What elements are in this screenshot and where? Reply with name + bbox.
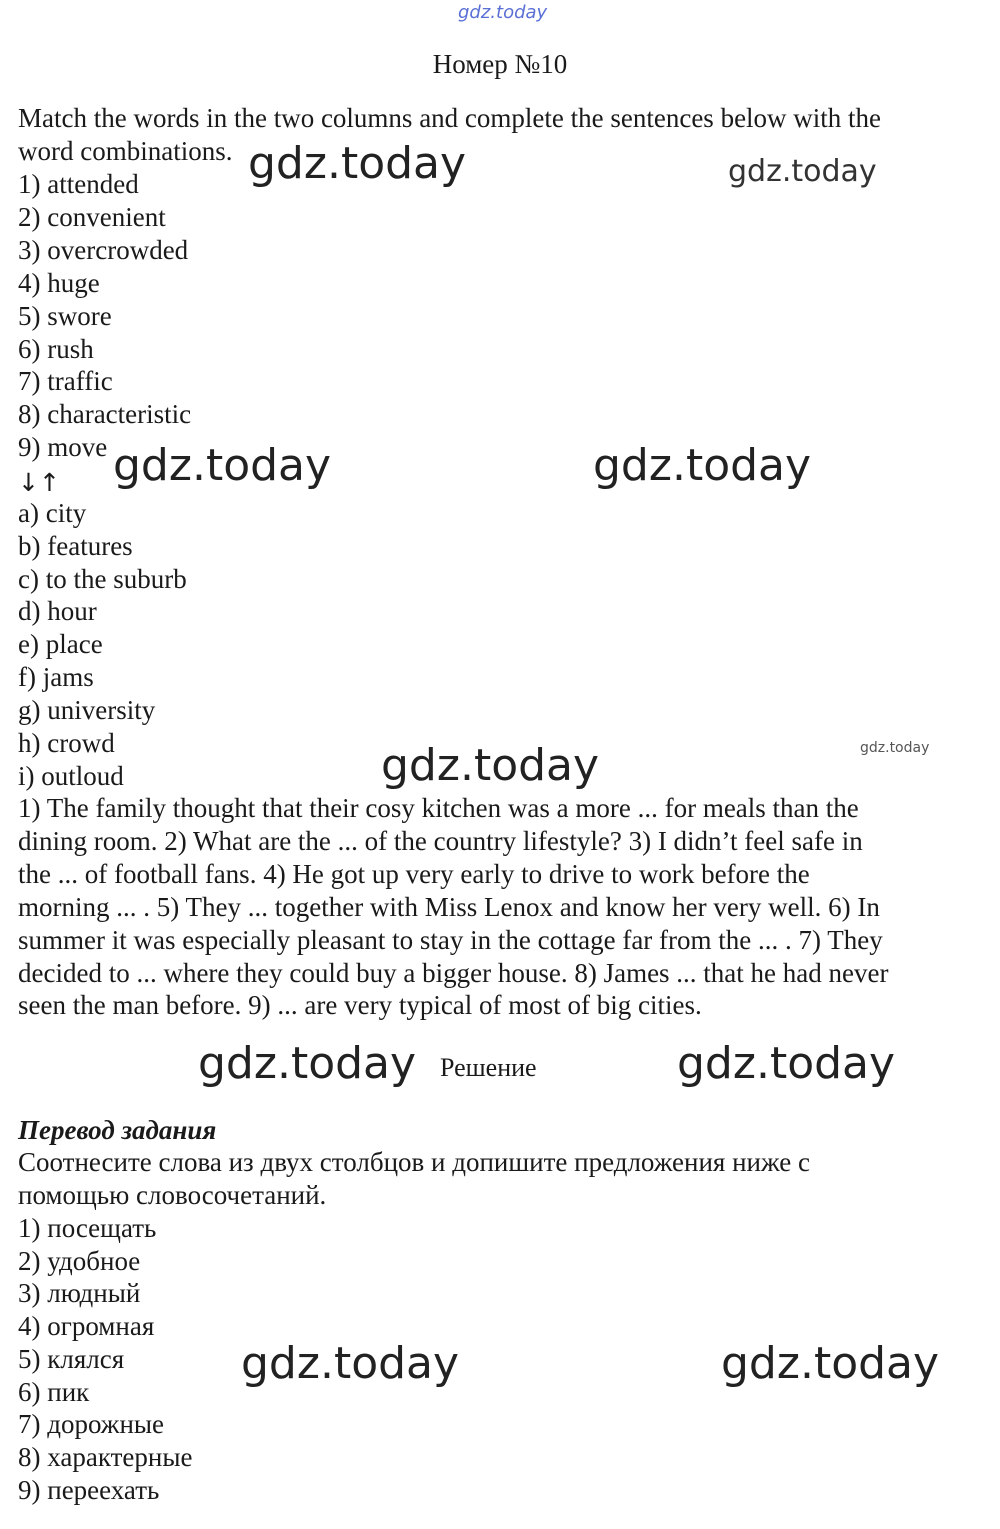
right-item-i: i) outloud [18,761,124,791]
right-item-d: d) hour [18,596,97,626]
right-item-g: g) university [18,695,156,725]
left-item-6: 6) rush [18,334,94,364]
watermark: gdz.today [381,740,600,791]
watermark: gdz.today [721,1338,940,1389]
watermark: gdz.today [860,740,930,756]
match-arrows: ↓↑ [18,468,60,497]
left-item-4: 4) huge [18,268,100,298]
watermark: gdz.today [241,1338,460,1389]
left-item-3: 3) overcrowded [18,235,189,265]
translation-item-3: 3) людный [18,1278,141,1308]
watermark: gdz.today [198,1038,417,1089]
page-title: Номер №10 [432,49,568,79]
task-instruction-line-1: Match the words in the two columns and complete the sentences below with the [18,103,882,133]
translation-item-6: 6) пик [18,1377,90,1407]
task-instruction-line-2: word combinations. [18,136,233,166]
sentences-line-3: the ... of football fans. 4) He got up very early to drive to work before the [18,859,810,889]
translation-item-2: 2) удобное [18,1246,141,1276]
watermark: gdz.today [677,1038,896,1089]
left-item-7: 7) traffic [18,366,113,396]
watermark: gdz.today [113,440,332,491]
translation-line-1: Соотнесите слова из двух столбцов и допишите предложения ниже с [18,1147,811,1177]
solution-label: Решение [440,1053,537,1082]
translation-item-1: 1) посещать [18,1213,157,1243]
right-item-a: a) city [18,498,87,528]
left-item-8: 8) characteristic [18,399,192,429]
watermark: gdz.today [728,154,877,189]
translation-item-9: 9) переехать [18,1475,160,1505]
right-item-h: h) crowd [18,728,115,758]
watermark-top: gdz.today [458,2,548,23]
watermark: gdz.today [593,440,812,491]
translation-heading: Перевод задания [18,1115,217,1145]
left-item-9: 9) move [18,432,108,462]
translation-line-2: помощью словосочетаний. [18,1180,327,1210]
sentences-line-5: summer it was especially pleasant to stay in the cottage far from the ... . 7) They [18,925,883,955]
watermark: gdz.today [248,138,467,189]
translation-item-5: 5) клялся [18,1344,125,1374]
sentences-line-4: morning ... . 5) They ... together with Miss Lenox and know her very well. 6) In [18,892,880,922]
right-item-b: b) features [18,531,133,561]
sentences-line-7: seen the man before. 9) ... are very typical of most of big cities. [18,990,702,1020]
sentences-line-1: 1) The family thought that their cosy kitchen was a more ... for meals than the [18,793,859,823]
translation-item-8: 8) характерные [18,1442,193,1472]
left-item-5: 5) swore [18,301,112,331]
right-item-f: f) jams [18,662,94,692]
left-item-2: 2) convenient [18,202,166,232]
sentences-line-6: decided to ... where they could buy a bigger house. 8) James ... that he had never [18,958,889,988]
right-item-e: e) place [18,629,103,659]
right-item-c: c) to the suburb [18,564,187,594]
left-item-1: 1) attended [18,169,139,199]
translation-item-7: 7) дорожные [18,1409,165,1439]
translation-item-4: 4) огромная [18,1311,155,1341]
sentences-line-2: dining room. 2) What are the ... of the country lifestyle? 3) I didn’t feel safe in [18,826,863,856]
